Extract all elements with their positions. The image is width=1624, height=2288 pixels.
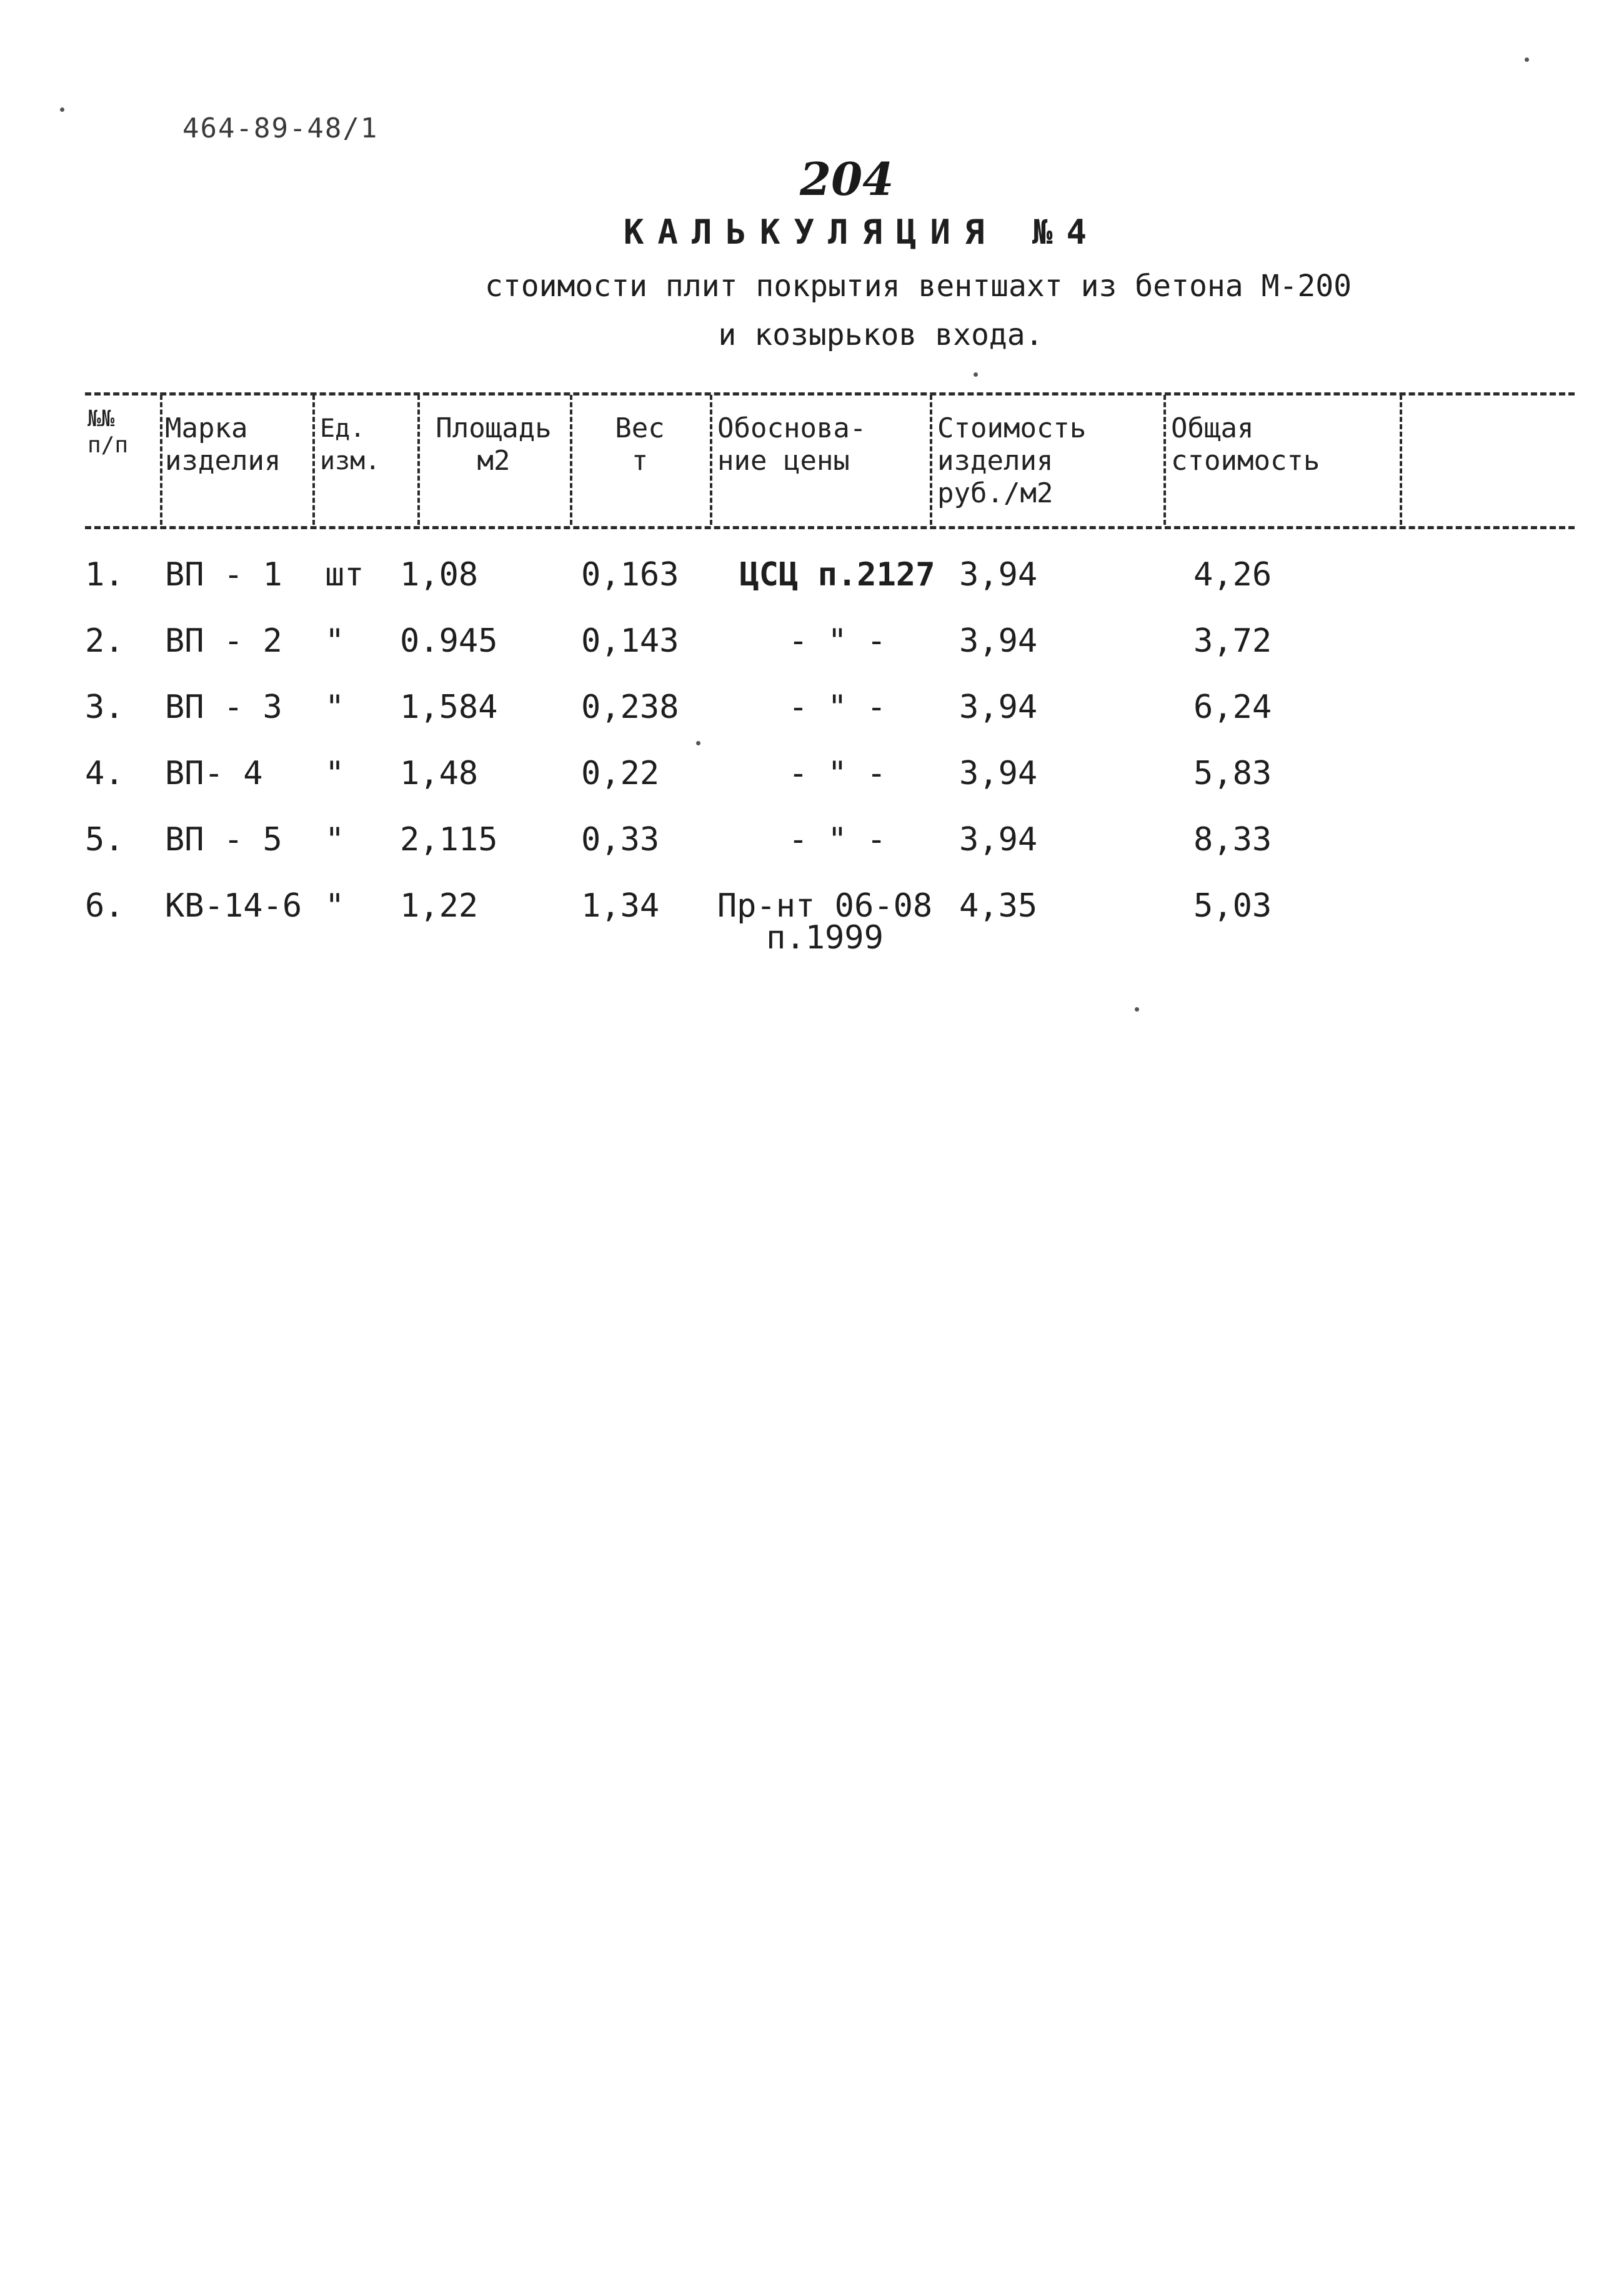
row-mark: ВП - 1 xyxy=(165,556,282,594)
row-number: 3. xyxy=(85,689,124,726)
row-total: 5,03 xyxy=(1193,887,1272,925)
row-number: 4. xyxy=(85,755,124,792)
row-basis: - " - xyxy=(788,622,887,660)
column-divider xyxy=(1163,395,1166,525)
table-row xyxy=(0,689,1624,751)
row-basis: ЦСЦ п.2127 xyxy=(739,556,935,594)
row-area: 1,22 xyxy=(400,887,479,925)
column-header-price: Стоимость изделия руб./м2 xyxy=(937,412,1087,509)
document-subtitle-line1: стоимости плит покрытия вентшахт из бетона М-200 xyxy=(484,269,1352,304)
row-weight: 0,22 xyxy=(581,755,660,792)
column-divider xyxy=(570,395,572,525)
row-price: 3,94 xyxy=(959,556,1038,594)
row-number: 2. xyxy=(85,622,124,660)
document-subtitle-line2: и козырьков входа. xyxy=(718,317,1044,352)
table-row xyxy=(0,556,1624,619)
row-weight: 0,143 xyxy=(581,622,679,660)
scan-speck xyxy=(974,372,978,377)
row-total: 6,24 xyxy=(1193,689,1272,726)
row-weight: 1,34 xyxy=(581,887,660,925)
table-header-bottom-rule xyxy=(85,526,1575,529)
row-unit: " xyxy=(325,689,345,726)
row-price: 3,94 xyxy=(959,689,1038,726)
row-mark: ВП- 4 xyxy=(165,755,263,792)
row-price: 3,94 xyxy=(959,755,1038,792)
page-number: 204 xyxy=(800,152,894,206)
column-header-area: Площадь м2 xyxy=(436,412,552,477)
row-area: 0.945 xyxy=(400,622,498,660)
document-code: 464-89-48/1 xyxy=(182,112,379,144)
row-number: 5. xyxy=(85,821,124,858)
column-divider xyxy=(160,395,162,525)
row-basis: Пр-нт 06-08 xyxy=(717,887,933,925)
row-area: 1,48 xyxy=(400,755,479,792)
column-divider xyxy=(417,395,420,525)
document-title: КАЛЬКУЛЯЦИЯ №4 xyxy=(623,212,1101,252)
row-mark: ВП - 5 xyxy=(165,821,282,858)
row-number: 6. xyxy=(85,887,124,925)
row-price: 3,94 xyxy=(959,821,1038,858)
column-header-total: Общая стоимость xyxy=(1171,412,1320,477)
row-basis: - " - xyxy=(788,689,887,726)
column-header-mark: Марка изделия xyxy=(165,412,281,477)
table-row xyxy=(0,755,1624,817)
row-mark: ВП - 2 xyxy=(165,622,282,660)
row-basis: - " - xyxy=(788,755,887,792)
scan-speck xyxy=(1525,57,1529,62)
row-basis-subline: п.1999 xyxy=(766,919,884,957)
row-total: 3,72 xyxy=(1193,622,1272,660)
row-total: 8,33 xyxy=(1193,821,1272,858)
column-divider xyxy=(710,395,712,525)
row-price: 3,94 xyxy=(959,622,1038,660)
row-unit: " xyxy=(325,622,345,660)
row-unit: " xyxy=(325,887,345,925)
row-weight: 0,33 xyxy=(581,821,660,858)
table-row xyxy=(0,887,1624,975)
row-area: 1,584 xyxy=(400,689,498,726)
row-unit: шт xyxy=(325,556,364,594)
table-row xyxy=(0,821,1624,883)
column-header-weight: Вес т xyxy=(615,412,665,477)
row-area: 1,08 xyxy=(400,556,479,594)
row-mark: ВП - 3 xyxy=(165,689,282,726)
row-area: 2,115 xyxy=(400,821,498,858)
scan-speck xyxy=(60,107,64,112)
column-header-unit: Ед. изм. xyxy=(320,414,381,475)
column-divider xyxy=(312,395,315,525)
scan-speck xyxy=(696,741,700,745)
scan-speck xyxy=(1135,1007,1139,1012)
row-unit: " xyxy=(325,821,345,858)
row-unit: " xyxy=(325,755,345,792)
row-weight: 0,238 xyxy=(581,689,679,726)
column-divider xyxy=(930,395,932,525)
row-number: 1. xyxy=(85,556,124,594)
row-total: 4,26 xyxy=(1193,556,1272,594)
table-row xyxy=(0,622,1624,685)
row-mark: КВ-14-6 xyxy=(165,887,302,925)
column-header-basis: Обоснова- ние цены xyxy=(717,412,867,477)
table-top-rule xyxy=(85,392,1575,395)
column-divider xyxy=(1400,395,1402,525)
row-weight: 0,163 xyxy=(581,556,679,594)
row-price: 4,35 xyxy=(959,887,1038,925)
row-basis: - " - xyxy=(788,821,887,858)
column-header-number: №№ п/п xyxy=(87,406,129,458)
row-total: 5,83 xyxy=(1193,755,1272,792)
